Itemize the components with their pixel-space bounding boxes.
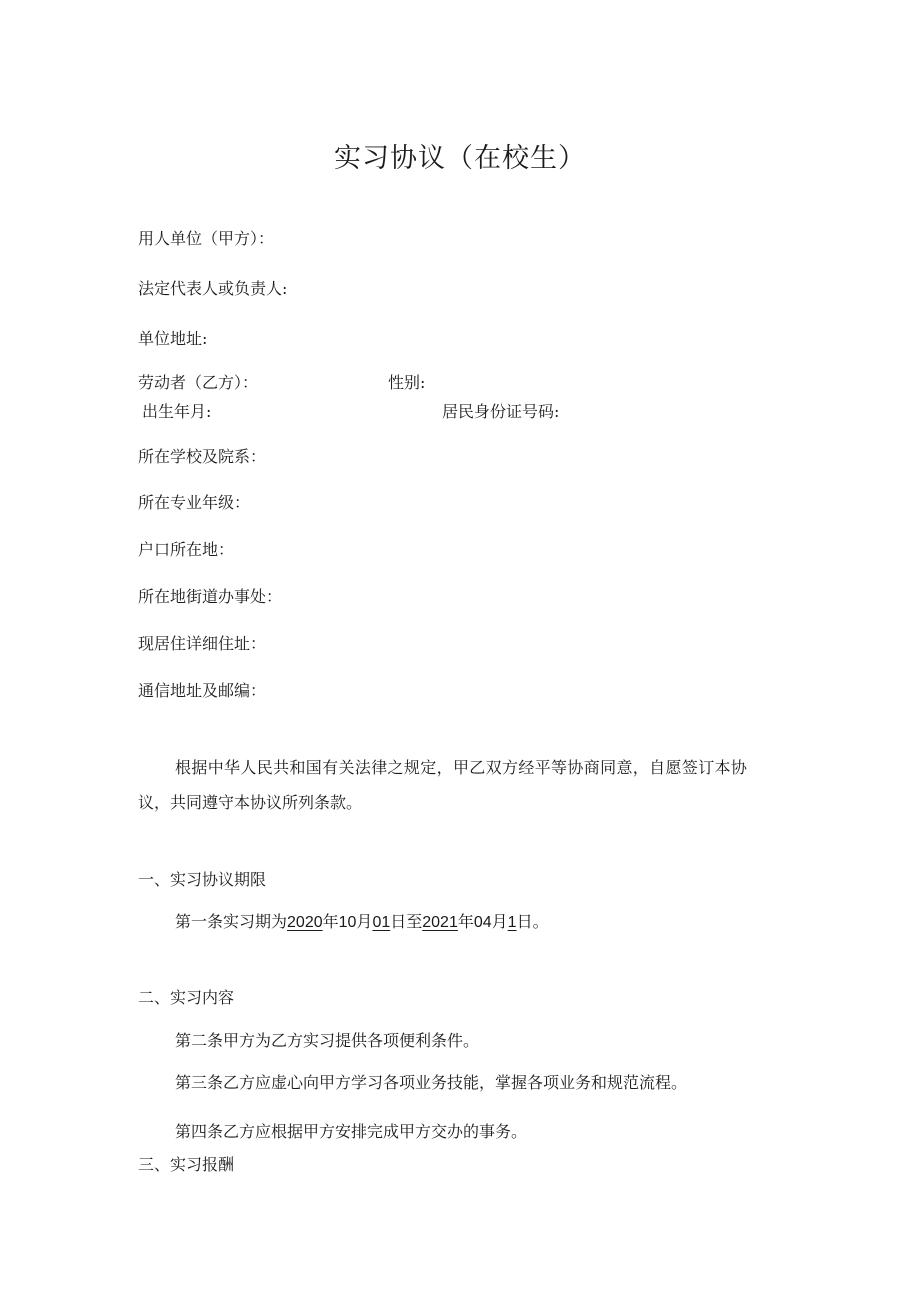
article-1-text-d: 日至: [390, 912, 423, 931]
field-school: 所在学校及院系：: [138, 447, 267, 466]
start-day: 01: [372, 914, 391, 931]
field-birth: 出生年月:: [142, 402, 212, 421]
field-hukou: 户口所在地：: [138, 540, 235, 559]
article-1-text-e: 年: [457, 912, 474, 931]
start-month: 10: [338, 914, 357, 931]
document-title: 实习协议（在校生）: [334, 143, 586, 174]
field-mail-address: 通信地址及邮编：: [138, 681, 267, 700]
end-month: 04: [473, 914, 492, 931]
article-1-text-a: 第一条实习期为: [175, 912, 288, 931]
preamble-line-2: 议，共同遵守本协议所列条款。: [138, 793, 363, 812]
end-day: 1: [507, 914, 517, 931]
field-worker: 劳动者（乙方）：: [138, 373, 259, 392]
article-1-text-f: 月: [491, 912, 508, 931]
section-3-heading: 三、实习报酬: [138, 1155, 235, 1174]
article-1-text-b: 年: [322, 912, 339, 931]
article-3: 第三条乙方应虚心向甲方学习各项业务技能，掌握各项业务和规范流程。: [175, 1073, 688, 1092]
field-residence: 现居住详细住址：: [138, 634, 267, 653]
section-2-heading: 二、实习内容: [138, 988, 235, 1007]
field-unit-address: 单位地址:: [138, 329, 208, 348]
field-major: 所在专业年级：: [138, 493, 251, 512]
preamble-line-1: 根据中华人民共和国有关法律之规定，甲乙双方经平等协商同意，自愿签订本协: [175, 758, 748, 777]
section-1-heading: 一、实习协议期限: [138, 870, 267, 889]
field-id-number: 居民身份证号码:: [442, 402, 560, 421]
article-1-text-g: 日。: [516, 912, 549, 931]
field-employer: 用人单位（甲方）：: [138, 229, 275, 248]
end-year: 2021: [422, 914, 458, 931]
start-year: 2020: [287, 914, 323, 931]
field-street-office: 所在地街道办事处：: [138, 587, 283, 606]
field-legal-rep: 法定代表人或负责人:: [138, 279, 288, 298]
article-1-text-c: 月: [356, 912, 373, 931]
article-2: 第二条甲方为乙方实习提供各项便利条件。: [175, 1031, 480, 1050]
article-1: [175, 912, 549, 933]
field-gender: 性别:: [388, 373, 426, 392]
article-4: 第四条乙方应根据甲方安排完成甲方交办的事务。: [175, 1122, 528, 1141]
